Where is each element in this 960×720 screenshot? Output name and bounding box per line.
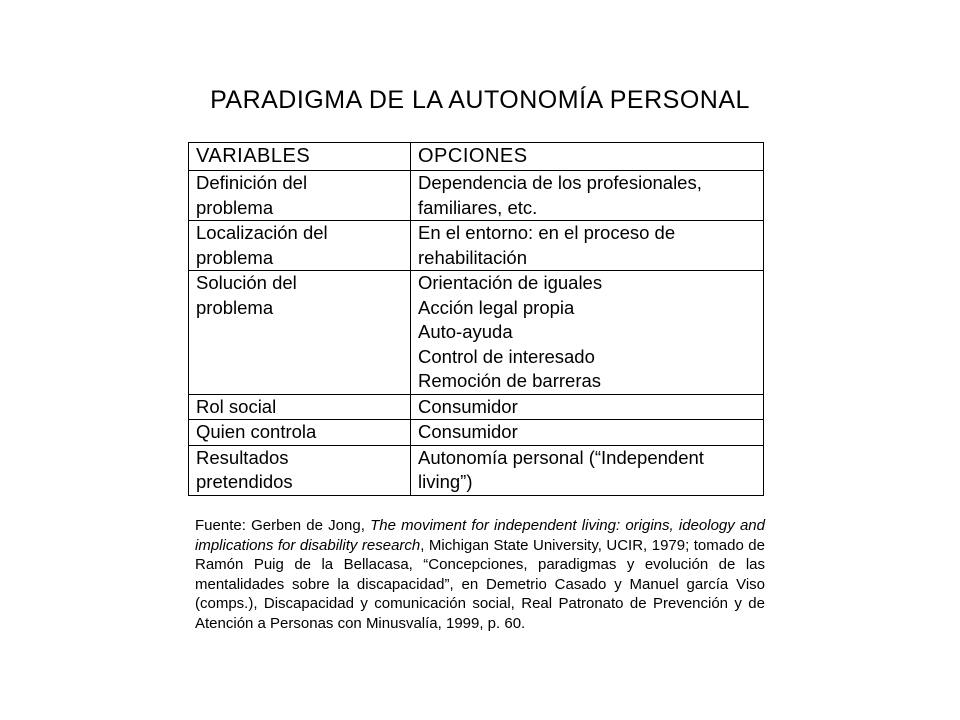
table-row xyxy=(189,271,764,395)
source-work-title: The moviment for independent living: origins, ideology and implications for disability research xyxy=(195,517,765,554)
option-line: Autonomía personal (“Independent xyxy=(418,446,704,468)
options-cell xyxy=(411,394,764,420)
variable-line: Localización del xyxy=(196,222,328,243)
header-opciones: OPCIONES xyxy=(411,143,764,171)
variable-line: Resultados xyxy=(196,446,289,468)
table-row xyxy=(189,394,764,420)
variable-line: Definición del xyxy=(196,172,308,193)
slide-title: PARADIGMA DE LA AUTONOMÍA PERSONAL xyxy=(210,86,750,114)
option-line: living”) xyxy=(418,471,473,492)
variable-cell xyxy=(189,420,411,446)
option-line: familiares, etc. xyxy=(418,196,538,218)
variable-line: problema xyxy=(196,296,274,318)
variable-line: Quien controla xyxy=(196,421,317,442)
variable-line: Solución del xyxy=(196,272,297,293)
table-row xyxy=(189,171,764,221)
source-rest: , Michigan State University, UCIR, 1979; tomado de Ramón Puig de la Bellacasa, “Concepciones, paradigmas y evolución de las mentalidades sobre la discapacidad”, en Demetrio Casado y Manuel garcía Viso (comps.), Discapacidad y comunicación social, Real Patronato de Prevención y de Atención a Personas con Minusvalía, 1999, p. 60. xyxy=(195,536,765,632)
option-line: Control de interesado xyxy=(418,345,595,367)
option-line: Auto-ayuda xyxy=(418,321,513,342)
variable-cell xyxy=(189,271,411,395)
source-citation xyxy=(195,516,765,633)
table-body xyxy=(189,171,764,496)
options-cell xyxy=(411,445,764,495)
table-row xyxy=(189,221,764,271)
variable-cell xyxy=(189,394,411,420)
source-prefix: Fuente: Gerben de Jong, xyxy=(195,517,371,534)
table-header-row xyxy=(189,143,764,171)
header-variables: VARIABLES xyxy=(189,143,411,171)
option-line: Orientación de iguales xyxy=(418,272,603,293)
option-line: rehabilitación xyxy=(418,246,528,268)
variable-cell xyxy=(189,171,411,221)
options-cell xyxy=(411,271,764,395)
table-row xyxy=(189,445,764,495)
option-line: Consumidor xyxy=(418,421,518,442)
options-cell xyxy=(411,420,764,446)
table-row xyxy=(189,420,764,446)
option-line: Consumidor xyxy=(418,395,518,417)
paradigm-table xyxy=(188,142,764,496)
option-line: Dependencia de los profesionales, xyxy=(418,172,702,193)
variable-line: problema xyxy=(196,246,274,268)
variable-line: problema xyxy=(196,196,274,218)
variable-cell xyxy=(189,221,411,271)
variable-line: Rol social xyxy=(196,395,277,417)
options-cell xyxy=(411,171,764,221)
option-line: Remoción de barreras xyxy=(418,370,602,391)
option-line: En el entorno: en el proceso de xyxy=(418,222,676,243)
variable-line: pretendidos xyxy=(196,471,293,492)
option-line: Acción legal propia xyxy=(418,296,575,318)
variable-cell xyxy=(189,445,411,495)
options-cell xyxy=(411,221,764,271)
